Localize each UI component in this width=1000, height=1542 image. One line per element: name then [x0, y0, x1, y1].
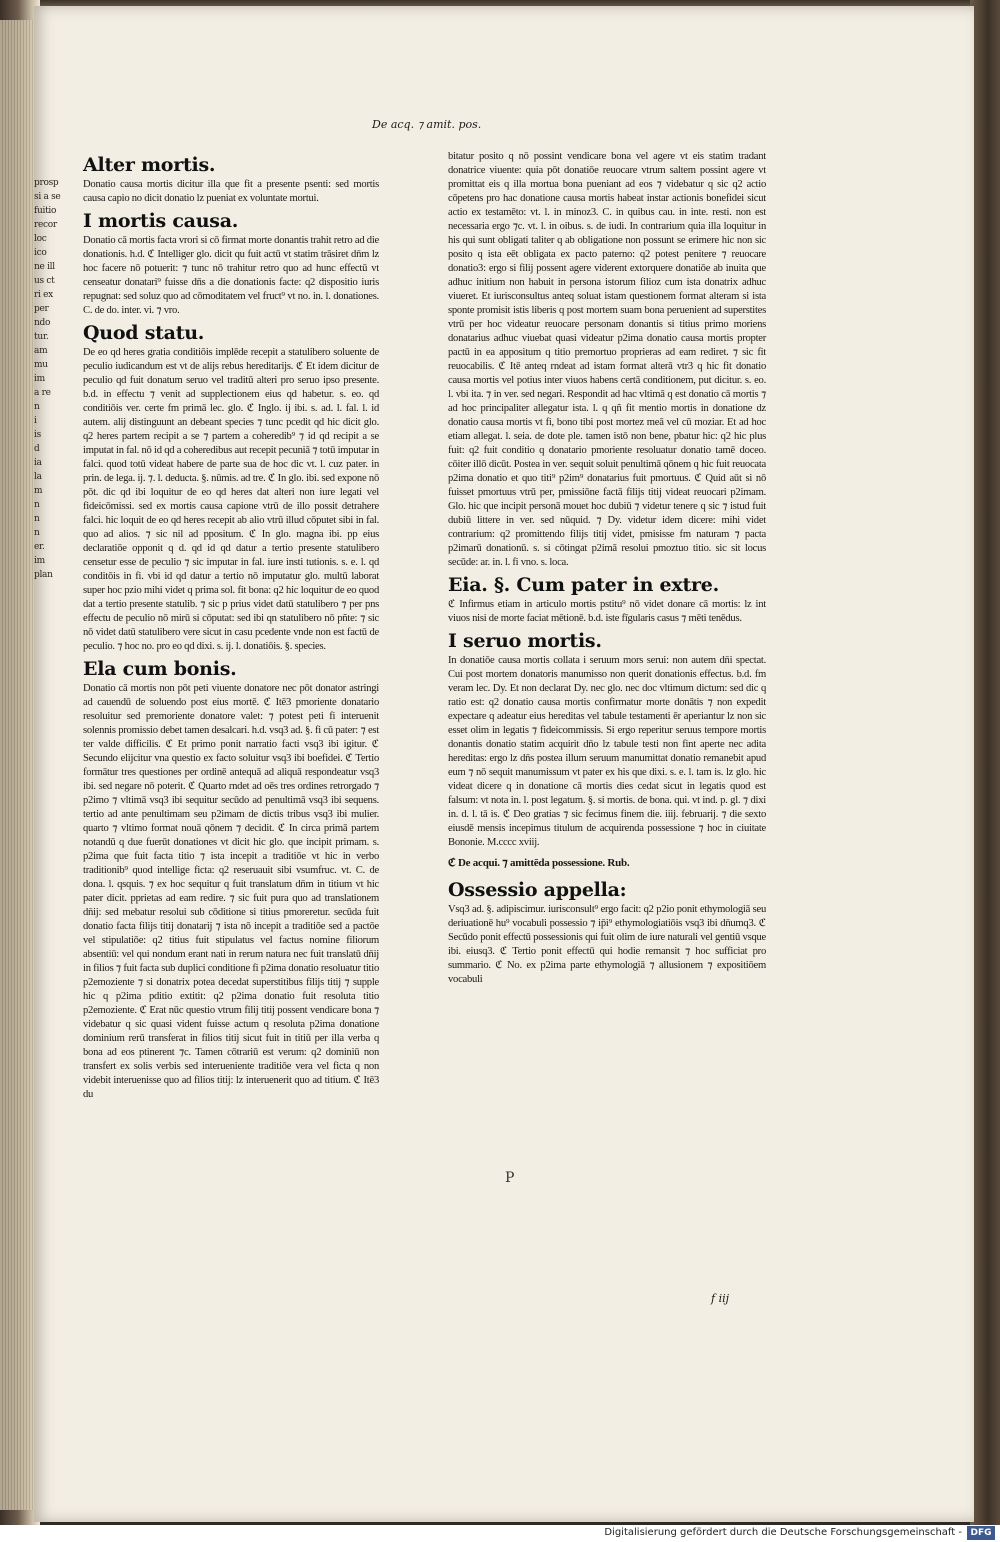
previous-page-margin-text [34, 176, 64, 1176]
margin-fragment: im [34, 556, 45, 566]
text-paragraph: bitatur posito q nō possint vendicare bona vel agere vt eis statim tradant donatrice viuente: quia pōt donatiōe reuocare vtrum saltem possint agere vt promittat eis q illa mortua bona pueniant ad eos ⁊ videbatur q sic q2 actio cōpetens pro hac donatione causa mortis habeat instar actionis bonefidei sicut actio ex testamēto: vt. l. in minoz3. C. in quibus cau. in inte. resti. non est necessaria ergo ⁊c. vt. l. in oibus. s. de iudi. In contrarium quia illa loquitur in his qui sunt obligati taliter q ab obligatione non possunt se erimere hic non sic posito q ista eēt obligata ex pacto paterno: q2 potest penitere ⁊ reuocare donatio3: ergo si filij possent agere viderent extorquere donatiōe ab inuita que adhuc initium non habuit in persona istorum filioz cum ista donatrix adhuc viueret. Et iurisconsultus anteq soluat istam questionem format alteram si ista sponte promisit istis liberis q post mortem suam bona peruenient ad superstites vtrū per hoc videatur reuocare personam donantis si titius primo moriens donatarius adhuc viuebat quasi videatur p2ima donatio causa mortis propter pactū in ea appositum q titio premortuo proprieras ad eam rediret. ⁊ sic fit reuocabilis. ℭ Itē anteq rndeat ad istam format alterā vtr3 q hic fit donatio causa mortis vel potius inter viuos habens certā conditionem, put dicitur. s. eo. l. vbi ita. ⁊ in ver. sed negari. Respondit ad hac vltimā q est donatio cā mortis ⁊ ad hoc principaliter allegatur ista. l. q qñ fit mentio mortis in donatione dz donatio causa mortis vt fi, bono tibi post mortez meā vel cū moziar. Et ad hoc etiam allegat. l. seia. de dote ple. tamen istō non bene, pbatur hic: q2 hic plus fuit: q2 fuit conditio q donatario pmoriente resoluatur donatio tamē doceo. cōiter illō dicūt. Postea in ver. sequit soluit penultimā qōnem q hic fuit reuocata p2ima donatio et quo titi⁹ p2im⁹ donatarius fuit pmortuus. ℭ Quid aūt si nō fuisset pmortuus vtrū per, pmissiōne factā filijs titij videat reuocari p2imam. Glo. hic que incipit personā mouet hoc dubiū ⁊ videtur tenere q sic ⁊ istud fuit dubiū littere in ver. sed nūquid. ⁊ Dy. videtur idem dicere: mihi videt contrarium: q2 promittendo filijs titij videt, pmisisse fm naturam ⁊ pacta p2imarū donationū. s. si cōtingat p2imā resolui pmoztuo titio. sic sit locus secūde: ar. in. l. fi vno. s. loca. [448, 151, 766, 568]
text-paragraph: Donatio causa mortis dicitur illa que fit a presente psenti: sed mortis causa capio no dicit donatio lz pueniat ex voluntate mortui. [83, 179, 379, 204]
margin-fragment: a re [34, 388, 51, 398]
section-heading: Ela cum bonis. [83, 658, 237, 680]
text-paragraph: Donatio cā mortis non pōt peti viuente donatore nec pōt donator astringi ad cauendū de soluendo post eius mortē. ℭ Itē3 pmoriente donatario resoluitur sed premoriente donatore valet: ⁊ potest peti fi interuenit solennis promissio debet tamen desalcari. h.d. vsq3 ad. §. fi cū pater: ⁊ est ter valde difficilis. ℭ Et primo ponit narratio facti vsq3 ibi igitur. ℭ Secundo elijcitur vna questio ex facto soluitur vsq3 ibi boefidei. ℭ Tertio formātur tres questiones per ordinē antequā ad aliquā respondeatur vsq3 ibi. sed negare nō poterit. ℭ Quarto rndet ad oēs tres ordines retrorgado ⁊ p2imo ⁊ vltimā vsq3 ibi sequitur secūdo ad penultimā vsq3 ibi sequens. tertio ad ante penultimam seu p2imam de dictis tribus vsq3 ibi mulier. quarto ⁊ vltimo format nouā qōnem ⁊ decidit. ℭ In circa primā partem notandū q due fuerūt donationes vt dicit hic glo. que incipit primam. s. p2ima que fuit facta titio ⁊ ista incepit a traditiōe vt hic in verbo traditionib⁹ quod intellige ficta: q2 reseruauit sibi vsumfruc. vt. C. de dona. l. qsquis. ⁊ ex hoc sequitur q fuit translatum dn̄m in titium vt hic pater dicit. pprietas ad eam redire. ⁊ sic fuit pura quo ad translationem dn̄ij: sed mebatur resolui sub cōditione si titius pmoreretur. secūda fuit donatio facta filijs titij donatarij ⁊ ista nō incepit a traditiōe sed a pactōe vel stipulatiōe: q2 titius fuit stipulatus vel factus nomine filiorum absentiū: vel qui nondum erant nati in rerum natura nec fuit translatū dn̄ij in filios ⁊ fuit facta sub duplici conditione fi p2ima donatio resoluatur titio p2emoziente ⁊ si donatrix potea decedat superstitibus filijs titij ⁊ supple hic q p2ima pditio extitit: q2 p2ima donatio fuit resoluta titio p2emoziente. ℭ Erat nūc questio vtrum filij titij possent vendicare bona ⁊ videbatur q sic quasi vident fuisse actum q resoluta p2ima donatione dominium rerū transferat in filios titij sicut fuit in titiū per illa verba q bona ad eos ptinerent ⁊c. Tamen cōtrariū est verum: q2 dominiū non transfert ex solis verbis sed interueniente traditiōe vera vel ficta q non videbit interuenisse quo ad filios titij: lz interuenerit quo ad titium. ℭ Itē3 du [83, 683, 379, 1100]
margin-fragment: per [34, 304, 49, 314]
margin-fragment: tur. [34, 332, 49, 342]
scan-right-edge [970, 0, 1000, 1525]
left-text-column [83, 150, 379, 1105]
running-head: De acq. ⁊ amit. pos. [372, 118, 482, 131]
margin-fragment: prosp [34, 178, 59, 188]
section-heading: Quod statu. [83, 322, 205, 344]
margin-fragment: n [34, 514, 40, 524]
margin-fragment: ia [34, 458, 42, 468]
signature-mark: f iij [711, 1292, 730, 1305]
section-heading: Alter mortis. [83, 154, 216, 176]
margin-fragment: loc [34, 234, 47, 244]
section-heading: Ossessio appella: [448, 879, 627, 901]
margin-fragment: d [34, 444, 40, 454]
title-rubric: ℭ De acqui. ⁊ amittēda possessione. Rub. [448, 857, 630, 869]
dfg-logo: DFG [967, 1526, 995, 1540]
margin-fragment: n [34, 528, 40, 538]
margin-fragment: si a se [34, 192, 61, 202]
margin-fragment: n [34, 500, 40, 510]
margin-fragment: m [34, 486, 43, 496]
margin-fragment: mu [34, 360, 48, 370]
text-paragraph: Vsq3 ad. §. adipiscimur. iurisconsult⁹ ergo facit: q2 p2io ponit ethymologiā seu deriuationē hu⁹ vocabuli possessio ⁊ ip̄i⁹ ethymologiatiōis vsq3 ibi dn̄umq3. ℭ Secūdo ponit effectū possessionis qui fuit olim de iure naturali vel gentiū vsque ibi. eiusq3. ℭ Tertio ponit effectū qui hodie remansit ⁊ hoc sufficiat pro summario. ℭ No. ex p2ima parte ethymologiā ⁊ allusionem ⁊ expositiōem vocabuli [448, 904, 766, 985]
margin-fragment: ico [34, 248, 47, 258]
section-heading: I seruo mortis. [448, 630, 602, 652]
margin-fragment: n [34, 402, 40, 412]
margin-fragment: im [34, 374, 45, 384]
footer-credit-text: Digitalisierung gefördert durch die Deutsche Forschungsgemeinschaft - [604, 1527, 962, 1538]
margin-fragment: plan [34, 570, 53, 580]
margin-fragment: is [34, 430, 41, 440]
text-paragraph: Donatio cā mortis facta vrori si cō firmat morte donantis trahit retro ad die donationis. h.d. ℭ Intelliger glo. dicit qu fuit actū vt statim trāsiret dn̄m lz hoc facere nō potuerit: ⁊ tunc nō trahitur retro quo ad hunc effectū vt censeatur donatari⁹ fuisse dn̄s a die donationis facte: q2 dispositio iuris repugnat: sed soluz quo ad cōmoditatem vel fruct⁹ vt no. in. l. donationes. C. de do. inter. vi. ⁊ vro. [83, 235, 379, 316]
margin-fragment: i [34, 416, 37, 426]
margin-fragment: am [34, 346, 48, 356]
margin-fragment: er. [34, 542, 45, 552]
digitization-footer [0, 1525, 1000, 1542]
text-paragraph: In donatiōe causa mortis collata i seruum mors serui: non autem dn̄i spectat. Cui post mortem donatoris manumisso non querit donationis effectus. b.d. fm veram lec. Dy. Et non declarat Dy. nec glo. nec doc vltimum dictum: sed dic q ratio est: q2 donatio causa mortis confirmatur morte donātis ⁊ non expedit expectare q adeatur eius hereditas vel tabule testamenti ēr aperiantur lz non sic esset olim in legatis ⁊ fideicommissis. Si ergo reperitur seruus tempore mortis donantis donatio statim acquirit dn̄o lz tabule testi non fint aperte nec adita hereditas: ergo lz dn̄s postea illum seruum manumittat donatio remanebit apud eum ⁊ nō sequit manumissum vt pater ex his que dixi. s. e. l. tam is. lz glo. hic videat dicere q in donatione cā mortis dies cedat sicut in legatis quod est falsum: vt nota in. l. post legatum. §. si mortis. de bona. qui. vt ind. p. gl. ⁊ dixi in. d. l. tā is. ℭ Deo gratias ⁊ sic fecimus finem die. iiij. februarij. ⁊ die sexto eiusdē mensis incepimus titulum de acquirenda possessione ⁊ hoc in ciuitate Bononie. M.cccc xviij. [448, 655, 766, 848]
text-paragraph: De eo qd heres gratia conditiōis implēde recepit a statulibero soluente de peculio iudicandum est vt de alijs rebus hereditarijs. ℭ Et idem dicitur de peculio qd fuit donatum seruo vel traditū alteri pro seruo ipso presente. b.d. in effectu ⁊ venit ad supplectionem eius qd habetur. s. eo. qd conditiōis ver. certe fm primā lec. glo. ℭ Inglo. ij ibi. s. ad. l. fal. l. id autem. alij distinguunt an debeant species ⁊ tunc pcedit qd hic dicit glo. q2 heres partem recipit a se ⁊ partem a coheredib⁹ ⁊ id qd recipit a se imputat in fal. nō id qd a coheredibus aut recepit pecuniā ⁊ totū imputar in falci. quod totū videat habere de parte sua de hoc dic vt. l. cuz pater. in prin. de lega. ij. ⁊. l. deducta. §. nūmis. ad tre. ℭ In glo. ibi. sed expone nō pōt. dic qd ibi loquitur de eo qd heres dat alteri non iure legati vel fideicōmissi. sed ex mortis causa capione vtrū de illo possit detrahere falci. hic loquit de eo qd heres recepit ab alio vtrū illud cōputet sibi in fal. quo ad alios. ⁊ sic nil ad ppositum. ℭ In glo. magna ibi. pp eius declaratiōe opponit q d. qd id qd datur a tertio presente statulibero censetur esse de peculio ⁊ sic imputar in fal. iure insti tutionis. s. e. l. qd conditōis in fi. vbi id qd datur a tertio nō imputatur glo. multū laborat super hoc pzio mihi videt q prima sol. fit bona: q2 hic loquitur de eo quod dat a tertio presente statulib. ⁊ sic p prius videt datū statulibero ⁊ per pns effectu de peculio nō mirū si cōputat: sed ibi qn statulibero nō pñte: ⁊ sic nō videt datū statulibero vere sicut in casu pcedente vnde non est factū de peculio. ⁊ hoc no. pro eo qd dixi. s. ij. l. donatiōis. §. species. [83, 347, 379, 652]
text-paragraph: ℭ Infirmus etiam in articulo mortis pstitu⁹ nō videt donare cā mortis: lz int viuos nisi de morte faciat mētionē. b.d. iste fīgularis casus ⁊ mēti tenēdus. [448, 599, 766, 624]
margin-fragment: ri ex [34, 290, 53, 300]
right-text-column [448, 150, 766, 990]
margin-fragment: fuitio [34, 206, 57, 216]
initial-letter-placeholder: P [505, 1170, 515, 1186]
margin-fragment: ndo [34, 318, 51, 328]
section-heading: I mortis causa. [83, 210, 239, 232]
margin-fragment: us ct [34, 276, 55, 286]
section-heading: Eia. §. Cum pater in extre. [448, 574, 719, 596]
margin-fragment: ne ill [34, 262, 55, 272]
margin-fragment: recor [34, 220, 57, 230]
margin-fragment: la [34, 472, 42, 482]
